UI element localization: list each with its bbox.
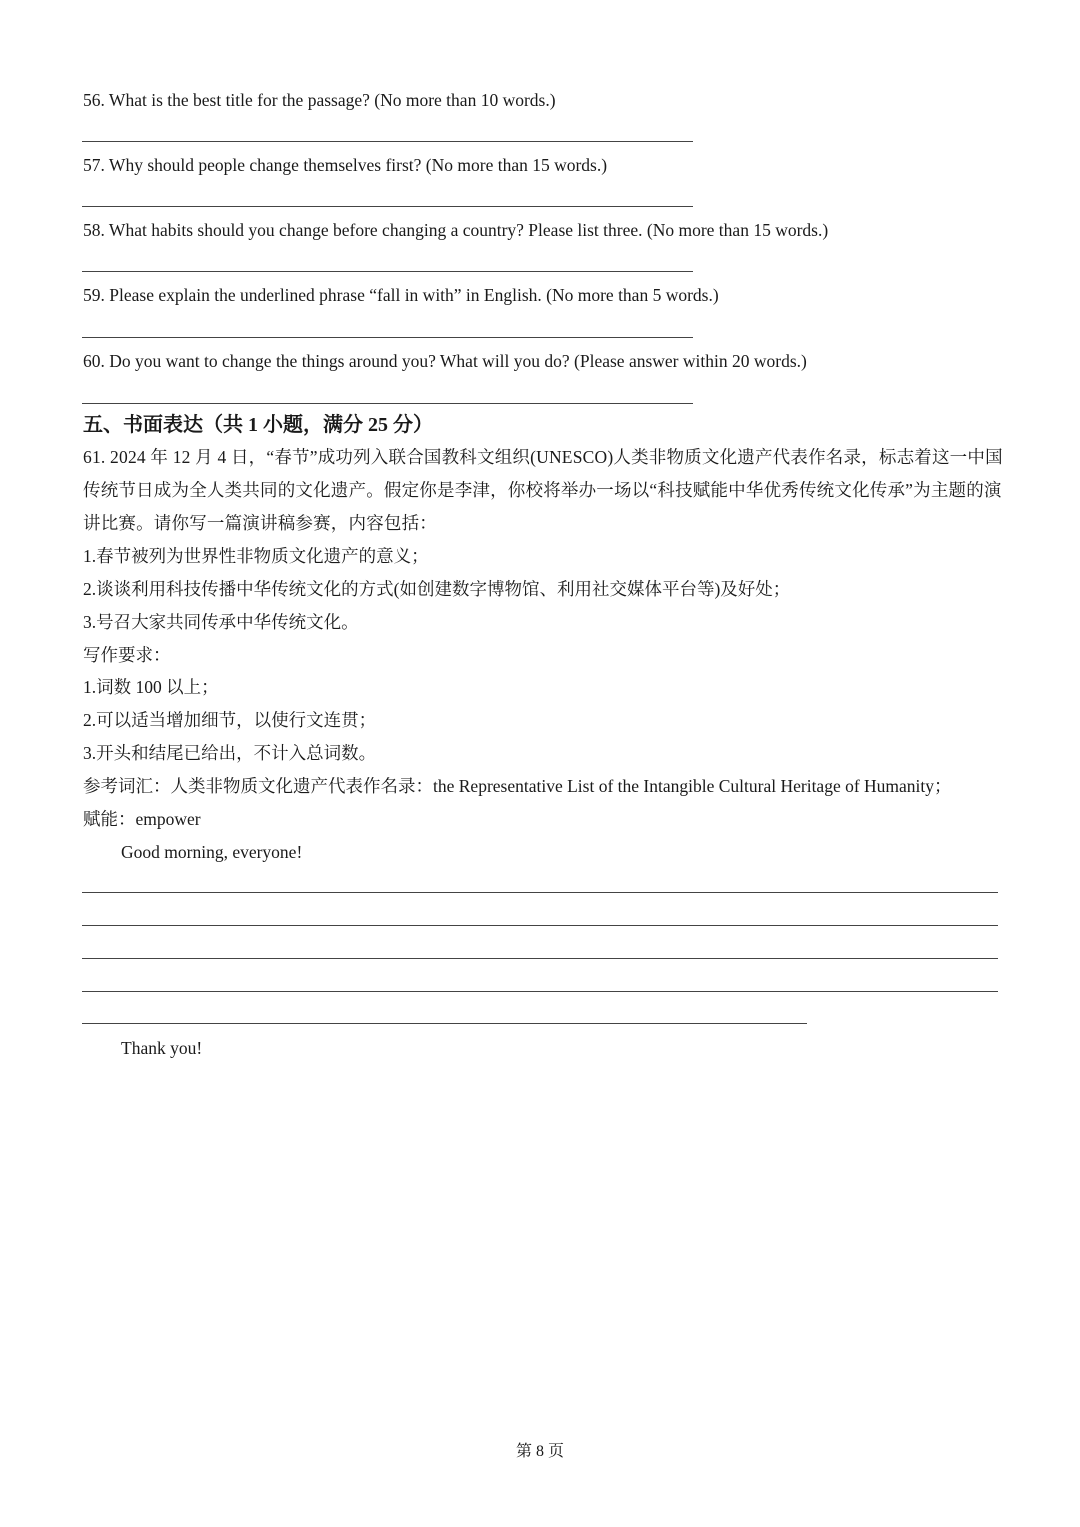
- question-59: 59. Please explain the underlined phrase “fall in with” in English. (No more than 5 words.): [83, 285, 719, 305]
- requirement-3: 3.开头和结尾已给出，不计入总词数。: [83, 743, 377, 763]
- question-60: 60. Do you want to change the things around you? What will you do? (Please answer within 20 words.): [83, 351, 807, 371]
- prompt-paragraph: 61. 2024 年 12 月 4 日，“春节”成功列入联合国教科文组织(UNESCO)人类非物质文化遗产代表作名录，标志着这一中国传统节日成为全人类共同的文化遗产。假定你是李津，你校将举办一场以“科技赋能中华优秀传统文化传承”为主题的演讲比赛。请你写一篇演讲稿参赛，内容包括：: [83, 447, 1003, 533]
- answer-line-56[interactable]: [82, 141, 693, 142]
- question-57: 57. Why should people change themselves first? (No more than 15 words.): [83, 155, 608, 175]
- content-point-1: 1.春节被列为世界性非物质文化遗产的意义；: [83, 546, 429, 566]
- essay-closing: Thank you!: [121, 1038, 203, 1058]
- writing-line[interactable]: [82, 1023, 807, 1024]
- answer-line-57[interactable]: [82, 206, 693, 207]
- writing-line[interactable]: [82, 892, 998, 893]
- writing-line[interactable]: [82, 925, 998, 926]
- vocabulary-note-2: 赋能：empower: [83, 809, 201, 829]
- vocabulary-note: 参考词汇：人类非物质文化遗产代表作名录：the Representative List of the Intangible Cultural Heritage of Humanity；: [83, 776, 952, 796]
- answer-line-59[interactable]: [82, 337, 693, 338]
- question-58: 58. What habits should you change before changing a country? Please list three. (No more than 15 words.): [83, 220, 829, 240]
- page-number: 第 8 页: [515, 1443, 564, 1460]
- section-heading: 五、书面表达（共 1 小题，满分 25 分）: [83, 414, 433, 436]
- content-point-3: 3.号召大家共同传承中华传统文化。: [83, 612, 359, 632]
- answer-line-58[interactable]: [82, 271, 693, 272]
- requirement-1: 1.词数 100 以上；: [83, 677, 219, 697]
- content-point-2: 2.谈谈利用科技传播中华传统文化的方式(如创建数字博物馆、利用社交媒体平台等)及好处；: [83, 579, 791, 599]
- writing-line[interactable]: [82, 958, 998, 959]
- requirement-2: 2.可以适当增加细节，以使行文连贯；: [83, 710, 377, 730]
- answer-line-60[interactable]: [82, 403, 693, 404]
- question-56: 56. What is the best title for the passage? (No more than 10 words.): [83, 90, 556, 110]
- essay-opening: Good morning, everyone!: [121, 842, 303, 862]
- requirements-title: 写作要求：: [83, 645, 171, 665]
- writing-line[interactable]: [82, 991, 998, 992]
